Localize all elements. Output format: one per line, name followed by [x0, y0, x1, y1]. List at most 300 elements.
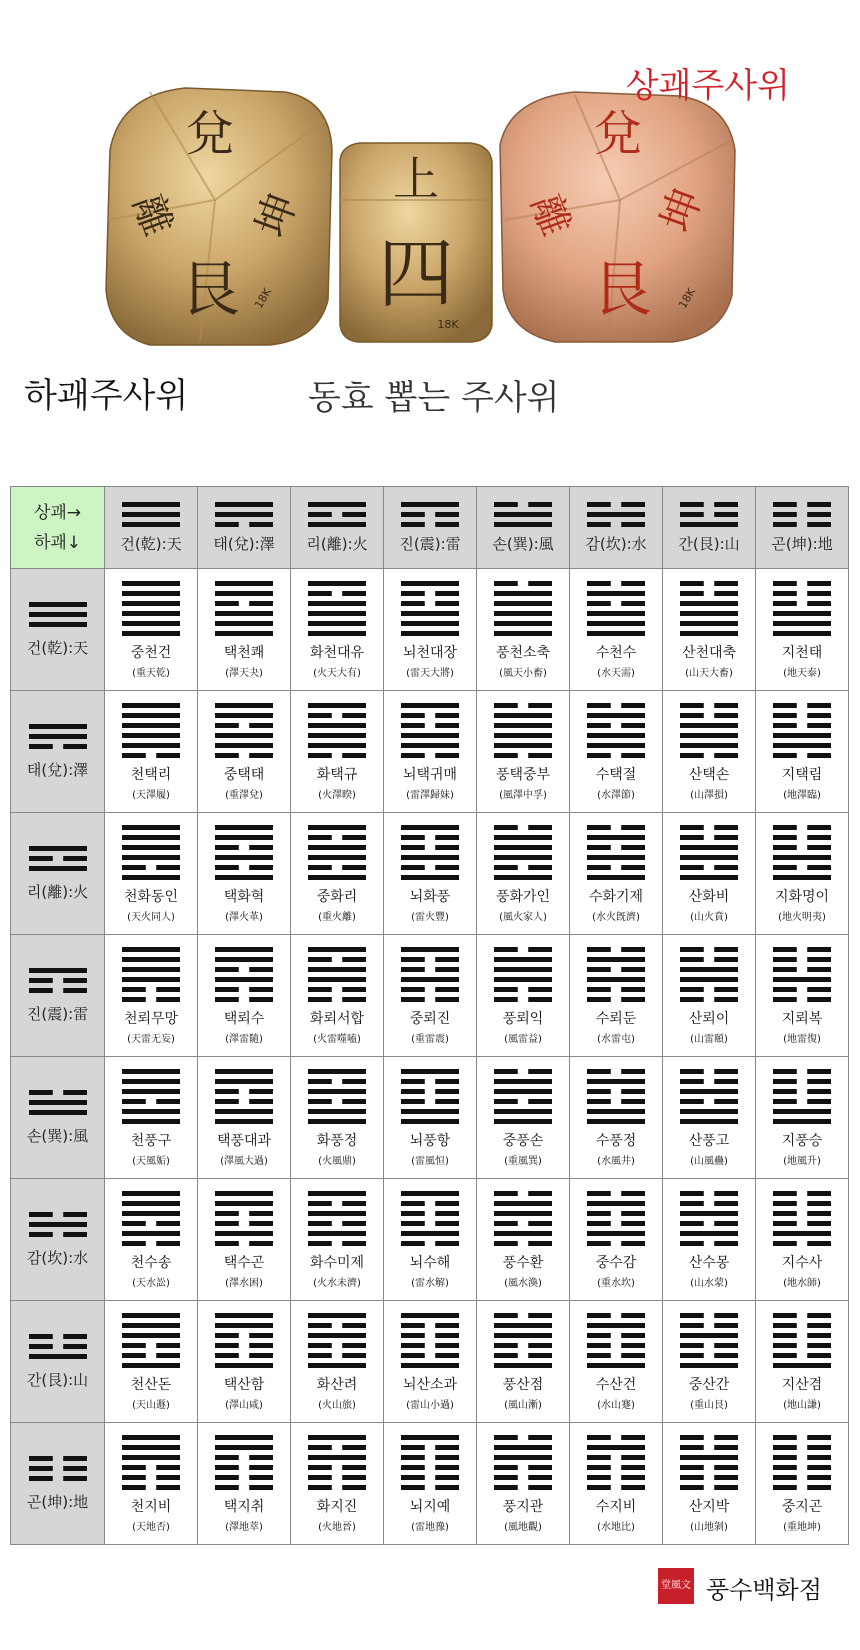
yin-line-segment [156, 997, 180, 1002]
yin-line-segment [680, 703, 704, 708]
hexagram-hanja: (山雷頤) [690, 1033, 728, 1045]
hexagram-name: 지산겸 [781, 1376, 823, 1393]
hexagram-name: 택뢰수 [223, 1010, 265, 1027]
yin-line-segment [63, 1456, 87, 1461]
yang-line [215, 1079, 273, 1084]
yin-line-segment [122, 1221, 146, 1226]
yin-line-segment [807, 512, 831, 517]
row-header-label: 간(艮):山 [26, 1370, 89, 1389]
hexagram-cell [384, 935, 477, 1057]
hexagram-symbol [587, 703, 645, 758]
yin-line-segment [401, 1333, 425, 1338]
hexagram-hanja: (水風井) [597, 1155, 635, 1167]
yin-line-segment [29, 1334, 53, 1339]
yin-line-segment [773, 703, 797, 708]
yang-line [680, 977, 738, 982]
yang-line [122, 875, 180, 880]
yin-line-segment [714, 1099, 738, 1104]
yin-line-segment [435, 1445, 459, 1450]
yang-line [29, 968, 87, 973]
yang-line [122, 713, 180, 718]
yang-line [401, 581, 459, 586]
trigram-symbol [215, 502, 273, 527]
yang-line [215, 743, 273, 748]
yin-line-segment [773, 1211, 797, 1216]
yin-line-segment [680, 1313, 704, 1318]
yin-line-segment [494, 1435, 518, 1440]
yang-line [587, 1109, 645, 1114]
hexagram-cell [198, 1179, 291, 1301]
yin-line-segment [249, 987, 273, 992]
hexagram-symbol [587, 1191, 645, 1246]
hexagram-cell [570, 935, 663, 1057]
yang-line [122, 512, 180, 517]
yin-line-segment [249, 522, 273, 527]
yang-line [308, 522, 366, 527]
yin-line-segment [122, 997, 146, 1002]
yang-line [122, 621, 180, 626]
yin-line-segment [773, 1445, 797, 1450]
yang-line [308, 845, 366, 850]
yin-line-segment [807, 1333, 831, 1338]
hexagram-hanja: (重山艮) [690, 1399, 728, 1411]
yin-line-segment [807, 1455, 831, 1460]
yin-line-segment [528, 1475, 552, 1480]
yang-line [122, 703, 180, 708]
yin-line-segment [807, 1221, 831, 1226]
yang-line [215, 1109, 273, 1114]
hexagram-symbol [773, 1191, 831, 1246]
yin-line-segment [249, 1099, 273, 1104]
yin-line-segment [308, 753, 332, 758]
yang-line [215, 733, 273, 738]
yang-line [680, 601, 738, 606]
row-header [11, 691, 105, 813]
yin-line-segment [435, 1323, 459, 1328]
yin-line-segment [249, 967, 273, 972]
yang-line [494, 1231, 552, 1236]
hexagram-name: 화뢰서합 [309, 1010, 365, 1027]
hexagram-hanja: (澤地萃) [225, 1521, 263, 1533]
yin-line-segment [587, 581, 611, 586]
yang-line [215, 512, 273, 517]
yang-line [122, 723, 180, 728]
hexagram-cell [384, 1301, 477, 1423]
hexagram-symbol [494, 703, 552, 758]
yang-line [494, 1119, 552, 1124]
hexagram-name: 지화명이 [774, 888, 830, 905]
yin-line-segment [773, 502, 797, 507]
hexagram-name: 택산함 [223, 1376, 265, 1393]
hexagram-hanja: (天澤履) [132, 789, 170, 801]
yang-line [401, 1363, 459, 1368]
hexagram-name: 중지곤 [781, 1498, 823, 1515]
hexagram-cell [105, 1057, 198, 1179]
yang-line [122, 1445, 180, 1450]
yin-line-segment [773, 1485, 797, 1490]
hexagram-cell [663, 1057, 756, 1179]
yin-line-segment [401, 1201, 425, 1206]
yang-line [215, 835, 273, 840]
rose-die-char-kun: 坤 [651, 181, 712, 239]
yin-line-segment [308, 1099, 332, 1104]
column-header [291, 487, 384, 569]
yin-line-segment [435, 1343, 459, 1348]
hexagram-cell [477, 1301, 570, 1423]
yang-line [587, 611, 645, 616]
hexagram-hanja: (澤雷隨) [225, 1033, 263, 1045]
hexagram-cell [291, 1423, 384, 1545]
yin-line-segment [528, 1191, 552, 1196]
hexagram-cell [477, 1179, 570, 1301]
yang-line [122, 1231, 180, 1236]
hexagram-name: 수지비 [595, 1498, 637, 1515]
hexagram-hanja: (地澤臨) [783, 789, 821, 801]
row-header [11, 1423, 105, 1545]
yin-line-segment [528, 1343, 552, 1348]
hexagram-hanja: (水火旣濟) [592, 911, 640, 923]
yang-line [401, 855, 459, 860]
hexagram-hanja: (澤火革) [225, 911, 263, 923]
yin-line-segment [528, 1435, 552, 1440]
yin-line-segment [807, 713, 831, 718]
yin-line-segment [680, 1079, 704, 1084]
hexagram-cell [198, 813, 291, 935]
hexagram-hanja: (風澤中孚) [499, 789, 547, 801]
hexagram-symbol [401, 947, 459, 1002]
yin-line-segment [680, 825, 704, 830]
yang-line [122, 1109, 180, 1114]
yin-line-segment [435, 753, 459, 758]
hexagram-hanja: (重澤兌) [225, 789, 263, 801]
hexagram-symbol [587, 1313, 645, 1368]
yin-line-segment [249, 997, 273, 1002]
yin-line-segment [587, 1241, 611, 1246]
hexagram-name: 화천대유 [309, 644, 365, 661]
yin-line-segment [714, 1241, 738, 1246]
hexagram-symbol [401, 825, 459, 880]
hexagram-name: 중산간 [688, 1376, 730, 1393]
hexagram-symbol [401, 1191, 459, 1246]
column-header-label: 감(坎):水 [585, 534, 647, 553]
yin-line-segment [249, 1221, 273, 1226]
yin-line-segment [621, 1241, 645, 1246]
yin-line-segment [156, 1485, 180, 1490]
yin-line-segment [621, 703, 645, 708]
yin-line-segment [215, 1211, 239, 1216]
hexagram-cell [663, 691, 756, 813]
yin-line-segment [342, 1485, 366, 1490]
yin-line-segment [401, 1221, 425, 1226]
lower-trigram-die [106, 88, 332, 345]
trigram-symbol [401, 502, 459, 527]
yin-line-segment [122, 1241, 146, 1246]
yin-line-segment [308, 1465, 332, 1470]
corner-upper-label: 상괘→ [33, 502, 82, 523]
yin-line-segment [714, 1475, 738, 1480]
hexagram-symbol [587, 581, 645, 636]
hexagram-hanja: (水地比) [597, 1521, 635, 1533]
yang-line [29, 1100, 87, 1105]
yin-line-segment [773, 987, 797, 992]
yin-line-segment [807, 502, 831, 507]
hexagram-hanja: (地風升) [783, 1155, 821, 1167]
yin-line-segment [308, 1323, 332, 1328]
yin-line-segment [714, 591, 738, 596]
yin-line-segment [773, 1343, 797, 1348]
yang-line [308, 1363, 366, 1368]
yin-line-segment [249, 1485, 273, 1490]
yin-line-segment [680, 1465, 704, 1470]
yin-line-segment [401, 1211, 425, 1216]
yin-line-segment [308, 1485, 332, 1490]
hexagram-symbol [773, 1313, 831, 1368]
yang-line [215, 713, 273, 718]
yang-line [587, 957, 645, 962]
yang-line [122, 855, 180, 860]
yang-line [308, 855, 366, 860]
yang-line [401, 875, 459, 880]
yin-line-segment [680, 987, 704, 992]
hexagram-name: 수화기제 [588, 888, 644, 905]
yin-line-segment [773, 1201, 797, 1206]
yin-line-segment [401, 1089, 425, 1094]
yin-line-segment [122, 987, 146, 992]
yin-line-segment [680, 1445, 704, 1450]
hexagram-name: 산택손 [688, 766, 730, 783]
yin-line-segment [773, 512, 797, 517]
hexagram-symbol [122, 947, 180, 1002]
yin-line-segment [342, 1099, 366, 1104]
hexagram-symbol [494, 1191, 552, 1246]
yang-line [215, 621, 273, 626]
yin-line-segment [807, 1323, 831, 1328]
row-header [11, 1179, 105, 1301]
yang-line [773, 1231, 831, 1236]
hexagram-hanja: (重雷震) [411, 1033, 449, 1045]
yin-line-segment [435, 1485, 459, 1490]
yin-line-segment [401, 865, 425, 870]
yin-line-segment [680, 1343, 704, 1348]
hexagram-symbol [308, 1435, 366, 1490]
yin-line-segment [587, 845, 611, 850]
yang-line [587, 733, 645, 738]
yin-line-segment [680, 1475, 704, 1480]
yin-line-segment [807, 1343, 831, 1348]
yin-line-segment [714, 502, 738, 507]
yin-line-segment [714, 1079, 738, 1084]
yang-line [494, 1323, 552, 1328]
yin-line-segment [215, 997, 239, 1002]
yin-line-segment [680, 713, 704, 718]
yin-line-segment [249, 1333, 273, 1338]
yin-line-segment [714, 1191, 738, 1196]
hexagram-symbol [773, 947, 831, 1002]
hexagram-hanja: (山天大畜) [685, 667, 733, 679]
yang-line [308, 1231, 366, 1236]
hexagram-symbol [494, 947, 552, 1002]
yin-line-segment [494, 997, 518, 1002]
yin-line-segment [29, 1466, 53, 1471]
yin-line-segment [29, 1090, 53, 1095]
hexagram-symbol [215, 947, 273, 1002]
hexagram-name: 화지진 [316, 1498, 358, 1515]
corner-lower-label: 하괘↓ [33, 532, 82, 553]
trigram-symbol [29, 1456, 87, 1481]
hexagram-name: 수뢰둔 [595, 1010, 637, 1027]
yin-line-segment [63, 1232, 87, 1237]
yin-line-segment [401, 987, 425, 992]
yin-line-segment [621, 825, 645, 830]
yin-line-segment [435, 723, 459, 728]
yin-line-segment [528, 1099, 552, 1104]
hexagram-cell [570, 813, 663, 935]
hexagram-name: 수택절 [595, 766, 637, 783]
hexagram-name: 수산건 [595, 1376, 637, 1393]
hexagram-symbol [122, 1069, 180, 1124]
hexagram-symbol [680, 1069, 738, 1124]
hexagram-cell [756, 1301, 849, 1423]
yin-line-segment [308, 1201, 332, 1206]
yang-line [308, 1119, 366, 1124]
yang-line [308, 1455, 366, 1460]
yin-line-segment [773, 845, 797, 850]
yang-line [29, 866, 87, 871]
row-header [11, 1301, 105, 1423]
yang-line [215, 1323, 273, 1328]
yin-line-segment [215, 1465, 239, 1470]
yin-line-segment [435, 1353, 459, 1358]
hexagram-symbol [494, 825, 552, 880]
yang-line [308, 977, 366, 982]
die-char-dui: 兌 [185, 106, 235, 162]
hexagram-hanja: (澤天夬) [225, 667, 263, 679]
yang-line [401, 1069, 459, 1074]
yin-line-segment [401, 1343, 425, 1348]
yin-line-segment [494, 502, 518, 507]
upper-dice-caption: 상괘주사위 [625, 66, 790, 106]
yang-line [680, 743, 738, 748]
yin-line-segment [215, 1343, 239, 1348]
yang-line [680, 855, 738, 860]
yin-line-segment [401, 1465, 425, 1470]
yin-line-segment [528, 581, 552, 586]
yin-line-segment [714, 703, 738, 708]
hexagram-name: 화수미제 [309, 1254, 365, 1271]
hexagram-cell [570, 1301, 663, 1423]
yin-line-segment [587, 1069, 611, 1074]
yin-line-segment [156, 1465, 180, 1470]
hexagram-hanja: (地天泰) [783, 667, 821, 679]
yin-line-segment [807, 957, 831, 962]
hexagram-name: 택화혁 [223, 888, 265, 905]
yin-line-segment [342, 997, 366, 1002]
row-header [11, 813, 105, 935]
hexagram-symbol [494, 1069, 552, 1124]
yin-line-segment [621, 845, 645, 850]
yin-line-segment [215, 1475, 239, 1480]
yin-line-segment [63, 1212, 87, 1217]
trigram-symbol [773, 502, 831, 527]
hexagram-name: 지택림 [781, 766, 823, 783]
hexagram-hanja: (火山旅) [318, 1399, 356, 1411]
yin-line-segment [807, 1313, 831, 1318]
yin-line-segment [807, 581, 831, 586]
row-header-label: 태(兌):澤 [26, 760, 89, 779]
yin-line-segment [342, 713, 366, 718]
yin-line-segment [342, 753, 366, 758]
yin-line-segment [807, 1353, 831, 1358]
hexagram-name: 산화비 [688, 888, 730, 905]
yin-line-segment [714, 1201, 738, 1206]
yin-line-segment [807, 753, 831, 758]
yin-line-segment [621, 987, 645, 992]
yang-line [215, 703, 273, 708]
yang-line [587, 1445, 645, 1450]
yin-line-segment [773, 1455, 797, 1460]
die-char-gen: 艮 [180, 255, 240, 325]
hexagram-cell [291, 569, 384, 691]
yin-line-segment [621, 1485, 645, 1490]
hexagram-symbol [308, 1313, 366, 1368]
yin-line-segment [342, 957, 366, 962]
yang-line [122, 977, 180, 982]
yin-line-segment [621, 1455, 645, 1460]
yin-line-segment [342, 1343, 366, 1348]
yin-line-segment [435, 1465, 459, 1470]
yang-line [308, 621, 366, 626]
column-header-label: 진(震):雷 [399, 534, 461, 553]
hexagram-hanja: (山澤損) [690, 789, 728, 801]
trigram-symbol [29, 1212, 87, 1237]
yin-line-segment [215, 522, 239, 527]
column-header [477, 487, 570, 569]
hexagram-cell [291, 1057, 384, 1179]
yin-line-segment [63, 1334, 87, 1339]
yang-line [215, 825, 273, 830]
yin-line-segment [435, 522, 459, 527]
column-header [756, 487, 849, 569]
yin-line-segment [773, 581, 797, 586]
yin-line-segment [773, 1475, 797, 1480]
yin-line-segment [714, 581, 738, 586]
yin-line-segment [494, 865, 518, 870]
yin-line-segment [773, 1435, 797, 1440]
yang-line [773, 1119, 831, 1124]
yin-line-segment [773, 865, 797, 870]
hexagram-hanja: (雷天大將) [406, 667, 454, 679]
yin-line-segment [494, 1191, 518, 1196]
yin-line-segment [621, 1353, 645, 1358]
hexagram-symbol [401, 703, 459, 758]
yang-line [122, 1119, 180, 1124]
yang-line [773, 1363, 831, 1368]
yin-line-segment [308, 1241, 332, 1246]
yin-line-segment [308, 1079, 332, 1084]
hexagram-hanja: (地水師) [783, 1277, 821, 1289]
yang-line [29, 1354, 87, 1359]
yin-line-segment [29, 1212, 53, 1217]
hexagram-name: 택풍대과 [216, 1132, 272, 1149]
hexagram-symbol [680, 581, 738, 636]
yang-line [215, 591, 273, 596]
hexagram-name: 중화리 [316, 888, 358, 905]
yin-line-segment [773, 1089, 797, 1094]
yin-line-segment [494, 1485, 518, 1490]
yang-line [494, 621, 552, 626]
yin-line-segment [29, 1476, 53, 1481]
hexagram-cell [384, 1057, 477, 1179]
